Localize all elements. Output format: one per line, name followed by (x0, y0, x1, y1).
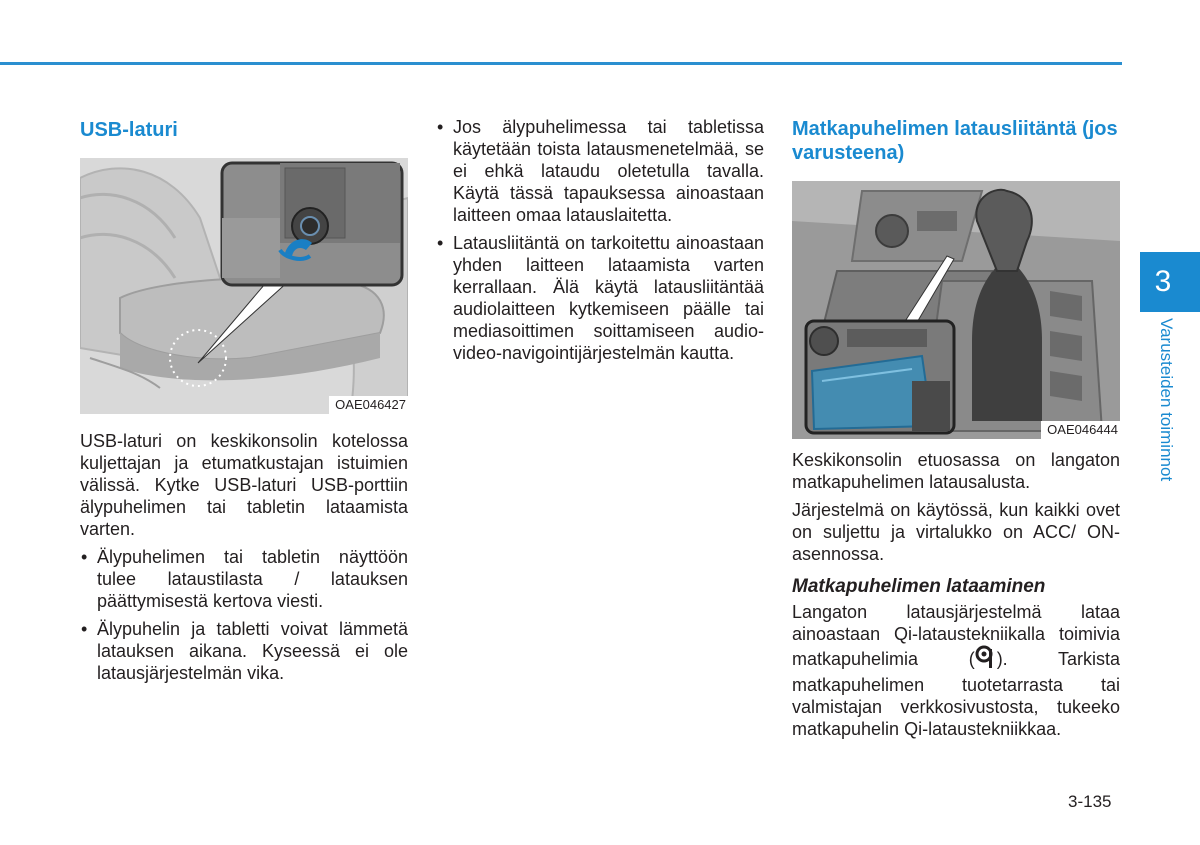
usb-charger-notes (80, 546, 408, 684)
list-item: • Jos älypuhelimessa tai tabletissa käytetään toista latausmenetelmää, se ei ehkä lataudu oletetulla tavalla. Käytä tässä tapauksessa ainoastaan laitteen omaa latauslaitetta. (436, 116, 764, 226)
chapter-title: Varusteiden toiminnot (1157, 318, 1176, 482)
list-item: • Älypuhelimen tai tabletin näyttöön tulee lataustilasta / latauksen päättymisestä kertova viesti. (80, 546, 408, 612)
wireless-charger-paragraph-2: Järjestelmä on käytössä, kun kaikki ovet on suljettu ja virtalukko on ACC/ ON-asennossa. (792, 500, 1120, 564)
top-rule (0, 62, 1122, 65)
phone-charging-subheading: Matkapuhelimen lataaminen (792, 576, 1046, 597)
qi-text-before: Langaton latausjärjestelmä lataa ainoastaan Qi-lataustekniikalla toimivia matkapuhelimia ( (792, 602, 1120, 669)
wireless-charger-paragraph-1: Keskikonsolin etuosassa on langaton matkapuhelimen latausalusta. (792, 450, 1120, 492)
qi-text-after: ). Tarkista matkapuhelimen tuotetarrasta tai valmistajan verkkosivustosta, tukeeko matkapuhelin Qi-lataustekniikkaa. (792, 649, 1120, 739)
list-item: • Älypuhelin ja tabletti voivat lämmetä latauksen aikana. Kyseessä ei ole latausjärjestelmän vika. (80, 618, 408, 684)
left-column (80, 112, 408, 684)
qi-logo-icon (975, 645, 997, 674)
wireless-charger-figure (792, 181, 1120, 439)
usb-charger-heading: USB-laturi (80, 119, 178, 141)
charging-notes (436, 116, 764, 364)
middle-column (436, 116, 764, 364)
usb-charger-illustration (80, 158, 408, 414)
wireless-charger-paragraph-3 (792, 601, 1120, 740)
usb-charger-figure (80, 158, 408, 414)
figure-code: OAE046444 (1041, 421, 1120, 439)
usb-charger-intro: USB-laturi on keskikonsolin kotelossa kuljettajan ja etumatkustajan istuimien välissä. Kytke USB-laturi USB-porttiin älypuhelimen tai tabletin lataamista varten. (80, 431, 408, 539)
wireless-charger-heading: Matkapuhelimen latausliitäntä (jos varusteena) (792, 118, 1118, 164)
page-number: 3-135 (1068, 792, 1112, 811)
list-item: • Latausliitäntä on tarkoitettu ainoastaan yhden laitteen lataamista varten kerrallaan. Älä käytä latausliitäntää audiolaitteen kytkemiseen päälle tai mediasoittimen soittamiseen audio-video-navigointijärjestelmän kautta. (436, 232, 764, 364)
wireless-charger-illustration (792, 181, 1120, 439)
figure-code: OAE046427 (329, 396, 408, 414)
chapter-number-tab: 3 (1140, 252, 1200, 312)
right-column (792, 117, 1120, 740)
